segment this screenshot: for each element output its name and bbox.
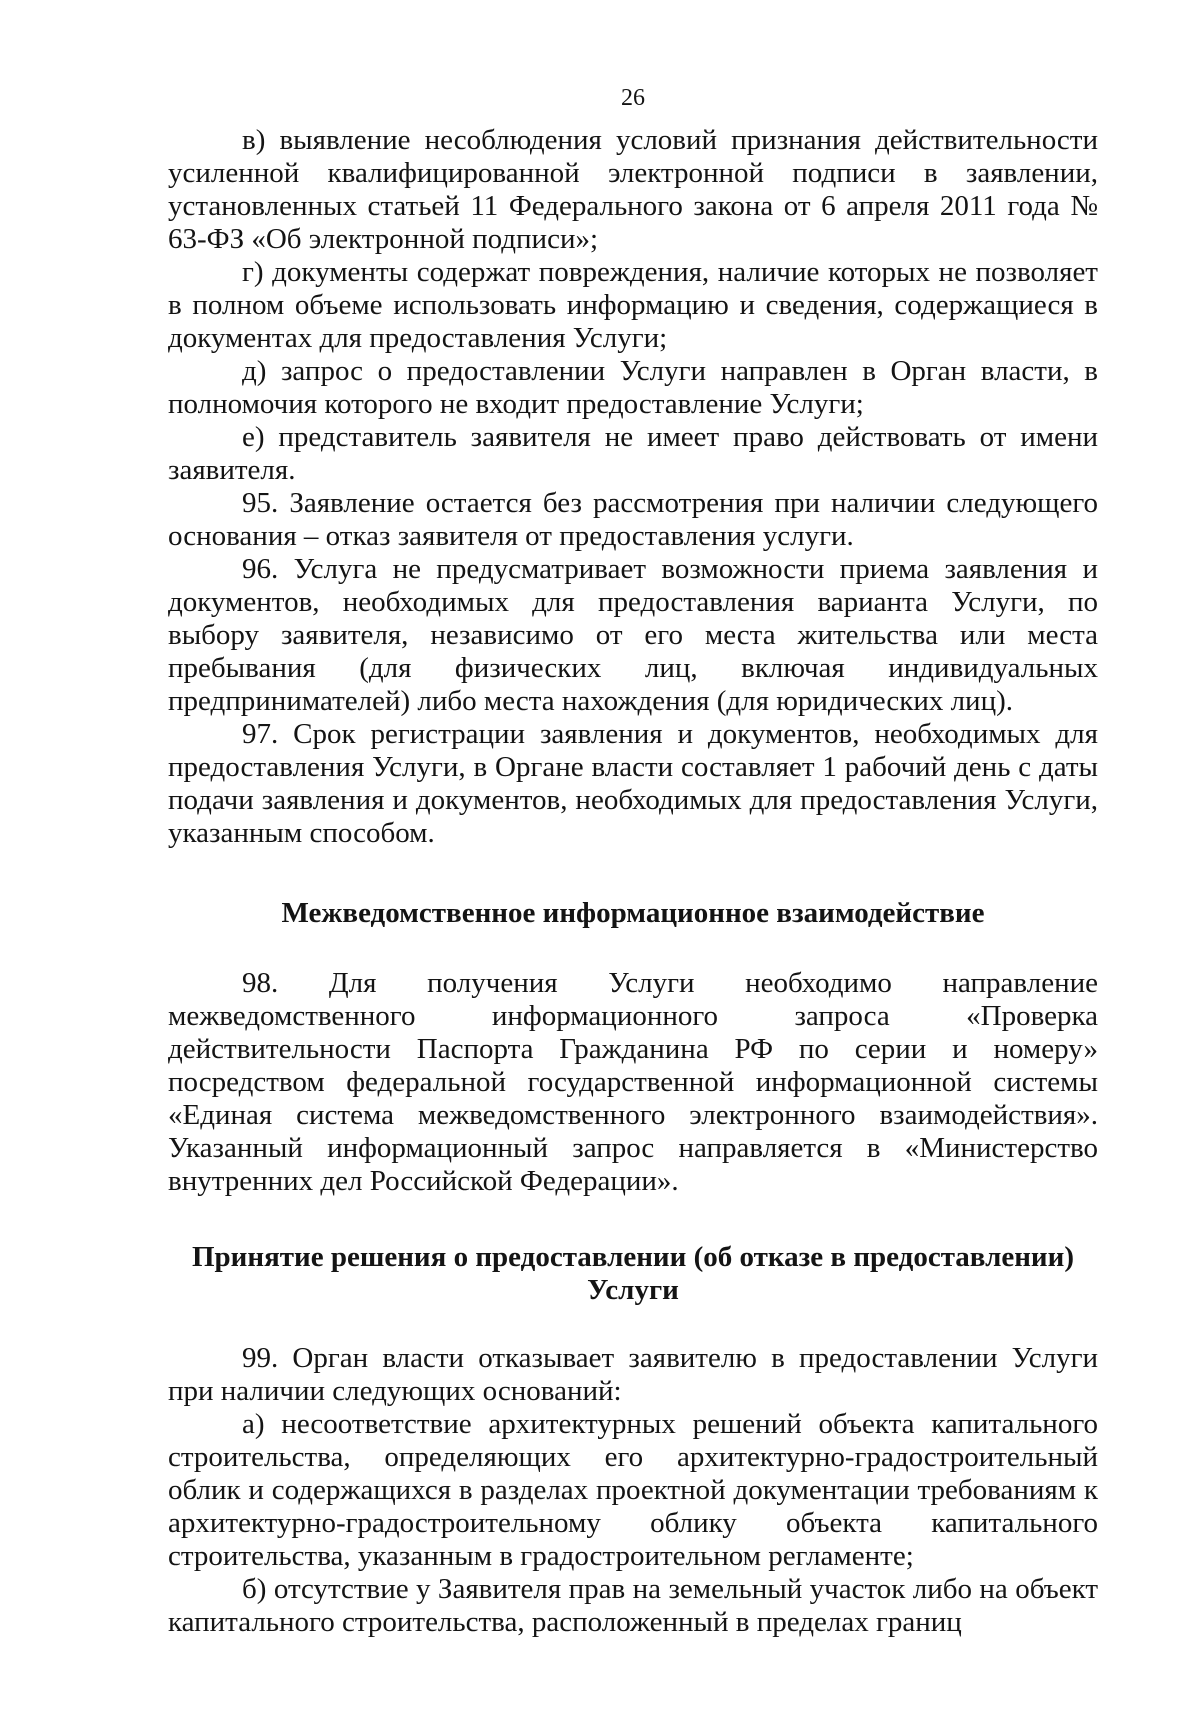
paragraph-99-b: б) отсутствие у Заявителя прав на земельный участок либо на объект капитального строительства, расположенный в пределах границ (168, 1573, 1098, 1638)
paragraph-94-g: г) документы содержат повреждения, наличие которых не позволяет в полном объеме использовать информацию и сведения, содержащиеся в документах для предоставления Услуги; (168, 256, 1098, 354)
spacer (168, 930, 1098, 967)
spacer (168, 1307, 1098, 1342)
section-heading-decision-line-2: Услуги (587, 1274, 679, 1306)
section-heading-decision (168, 1241, 1098, 1307)
section-heading-interagency: Межведомственное информационное взаимодействие (281, 897, 985, 929)
paragraph-96: 96. Услуга не предусматривает возможности приема заявления и документов, необходимых для предоставления варианта Услуги, по выбору заявителя, независимо от его места жительства или места пребывания (для физических лиц, включая индивидуальных предпринимателей) либо места нахождения (для юридических лиц). (168, 553, 1098, 717)
document-page (168, 82, 1098, 1639)
paragraph-98: 98. Для получения Услуги необходимо направление межведомственного информационного запроса «Проверка действительности Паспорта Гражданина РФ по серии и номеру» посредством федеральной государственной информационной системы «Единая система межведомственного электронного взаимодействия». Указанный информационный запрос направляется в «Министерство внутренних дел Российской Федерации». (168, 967, 1098, 1197)
paragraph-95: 95. Заявление остается без рассмотрения при наличии следующего основания – отказ заявителя от предоставления услуги. (168, 487, 1098, 552)
paragraph-94-d: д) запрос о предоставлении Услуги направлен в Орган власти, в полномочия которого не входит предоставление Услуги; (168, 355, 1098, 420)
paragraph-99-a: а) несоответствие архитектурных решений объекта капитального строительства, определяющих его архитектурно-градостроительный облик и содержащихся в разделах проектной документации требованиям к архитектурно-градостроительному облику объекта капитального строительства, указанным в градостроительном регламенте; (168, 1408, 1098, 1572)
spacer (168, 850, 1098, 897)
paragraph-94-e: е) представитель заявителя не имеет право действовать от имени заявителя. (168, 421, 1098, 486)
paragraph-94-v: в) выявление несоблюдения условий признания действительности усиленной квалифицированной электронной подписи в заявлении, установленных статьей 11 Федерального закона от 6 апреля 2011 года № 63-ФЗ «Об электронной подписи»; (168, 124, 1098, 255)
spacer (168, 1198, 1098, 1241)
section-heading-decision-line-1: Принятие решения о предоставлении (об отказе в предоставлении) (192, 1241, 1074, 1273)
paragraph-97: 97. Срок регистрации заявления и документов, необходимых для предоставления Услуги, в Органе власти составляет 1 рабочий день с даты подачи заявления и документов, необходимых для предоставления Услуги, указанным способом. (168, 718, 1098, 849)
paragraph-99: 99. Орган власти отказывает заявителю в предоставлении Услуги при наличии следующих оснований: (168, 1342, 1098, 1407)
page-number: 26 (621, 85, 645, 111)
